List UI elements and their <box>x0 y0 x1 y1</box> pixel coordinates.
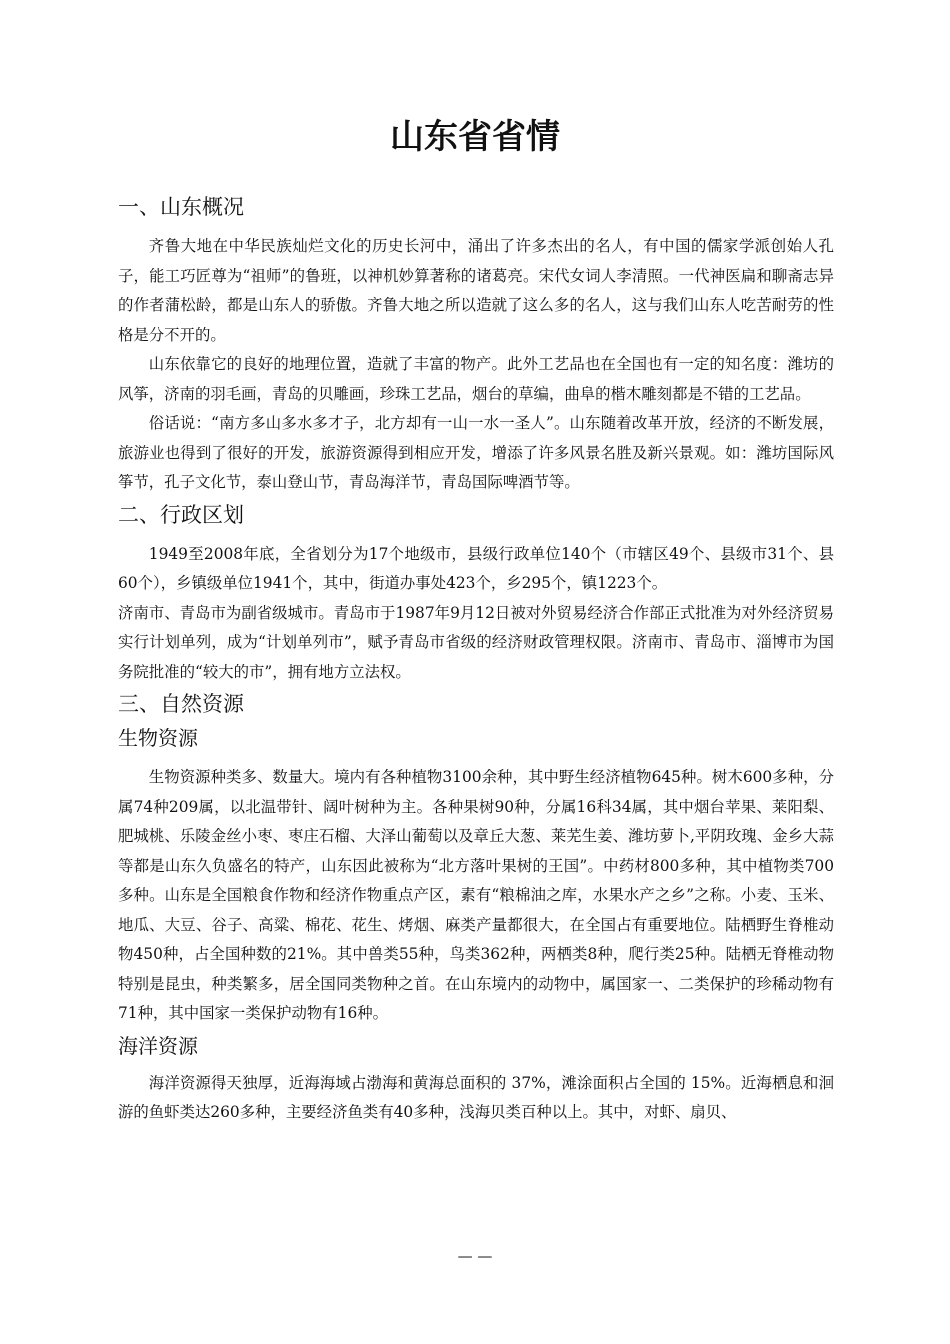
section-natural-resources <box>118 687 834 1128</box>
section-heading: 二、行政区划 <box>118 502 244 527</box>
paragraph: 山东依靠它的良好的地理位置，造就了丰富的物产。此外工艺品也在全国也有一定的知名度：潍坊的风筝，济南的羽毛画，青岛的贝雕画，珍珠工艺品，烟台的草编，曲阜的楷木雕刻都是不错的工艺品。 <box>118 355 834 403</box>
section-overview <box>118 190 834 498</box>
subsection-heading: 生物资源 <box>118 726 198 750</box>
section-heading: 三、自然资源 <box>118 692 244 716</box>
page-title: 山东省省情 <box>390 117 560 157</box>
section-administrative-division <box>118 498 834 688</box>
paragraph: 俗话说：“南方多山多水多才子，北方却有一山一水一圣人”。山东随着改革开放，经济的不断发展，旅游业也得到了很好的开发，旅游资源得到相应开发，增添了许多风景名胜及新兴景观。如：潍坊国际风筝节，孔子文化节，泰山登山节，青岛海洋节，青岛国际啤酒节等。 <box>118 414 834 491</box>
paragraph: 生物资源种类多、数量大。境内有各种植物3100余种，其中野生经济植物645种。树木600多种，分属74种209属，以北温带针、阔叶树种为主。各种果树90种，分属16科34属，其中烟台苹果、莱阳梨、肥城桃、乐陵金丝小枣、枣庄石榴、大泽山葡萄以及章丘大葱、莱芜生姜、潍坊萝卜,平阴玫瑰、金乡大蒜等都是山东久负盛名的特产，山东因此被称为“北方落叶果树的王国”。中药材800多种，其中植物类700多种。山东是全国粮食作物和经济作物重点产区，素有“粮棉油之库，水果水产之乡”之称。小麦、玉米、地瓜、大豆、谷子、高粱、棉花、花生、烤烟、麻类产量都很大，在全国占有重要地位。陆栖野生脊椎动物450种，占全国种数的21%。其中兽类55种，鸟类362种，两栖类8种，爬行类25种。陆栖无脊椎动物特别是昆虫，种类繁多，居全国同类物种之首。在山东境内的动物中，属国家一、二类保护的珍稀动物有71种，其中国家一类保护动物有16种。 <box>118 768 834 1022</box>
subsection-heading: 海洋资源 <box>118 1033 198 1058</box>
paragraph: 济南市、青岛市为副省级城市。青岛市于1987年9月12日被对外贸易经济合作部正式批准为对外经济贸易实行计划单列，成为“计划单列市”，赋予青岛市省级的经济财政管理权限。济南市、青岛市、淄博市为国务院批准的“较大的市”，拥有地方立法权。 <box>118 603 834 681</box>
page-footer: — — <box>457 1247 493 1265</box>
section-heading: 一、山东概况 <box>118 195 244 219</box>
document-body <box>118 190 834 1128</box>
paragraph: 齐鲁大地在中华民族灿烂文化的历史长河中，涌出了许多杰出的名人，有中国的儒家学派创始人孔子，能工巧匠尊为“祖师”的鲁班，以神机妙算著称的诸葛亮。宋代女词人李清照。一代神医扁和聊斋志异的作者蒲松龄，都是山东人的骄傲。齐鲁大地之所以造就了这么多的名人，这与我们山东人吃苦耐劳的性格是分不开的。 <box>118 237 834 344</box>
paragraph: 海洋资源得天独厚，近海海域占渤海和黄海总面积的 37%，滩涂面积占全国的 15%。近海栖息和洄游的鱼虾类达260多种，主要经济鱼类有40多种，浅海贝类百种以上。其中，对虾、扇贝、 <box>118 1073 834 1121</box>
paragraph: 1949至2008年底，全省划分为17个地级市，县级行政单位140个（市辖区49个、县级市31个、县60个），乡镇级单位1941个，其中，街道办事处423个，乡295个，镇1223个。 <box>118 544 834 592</box>
